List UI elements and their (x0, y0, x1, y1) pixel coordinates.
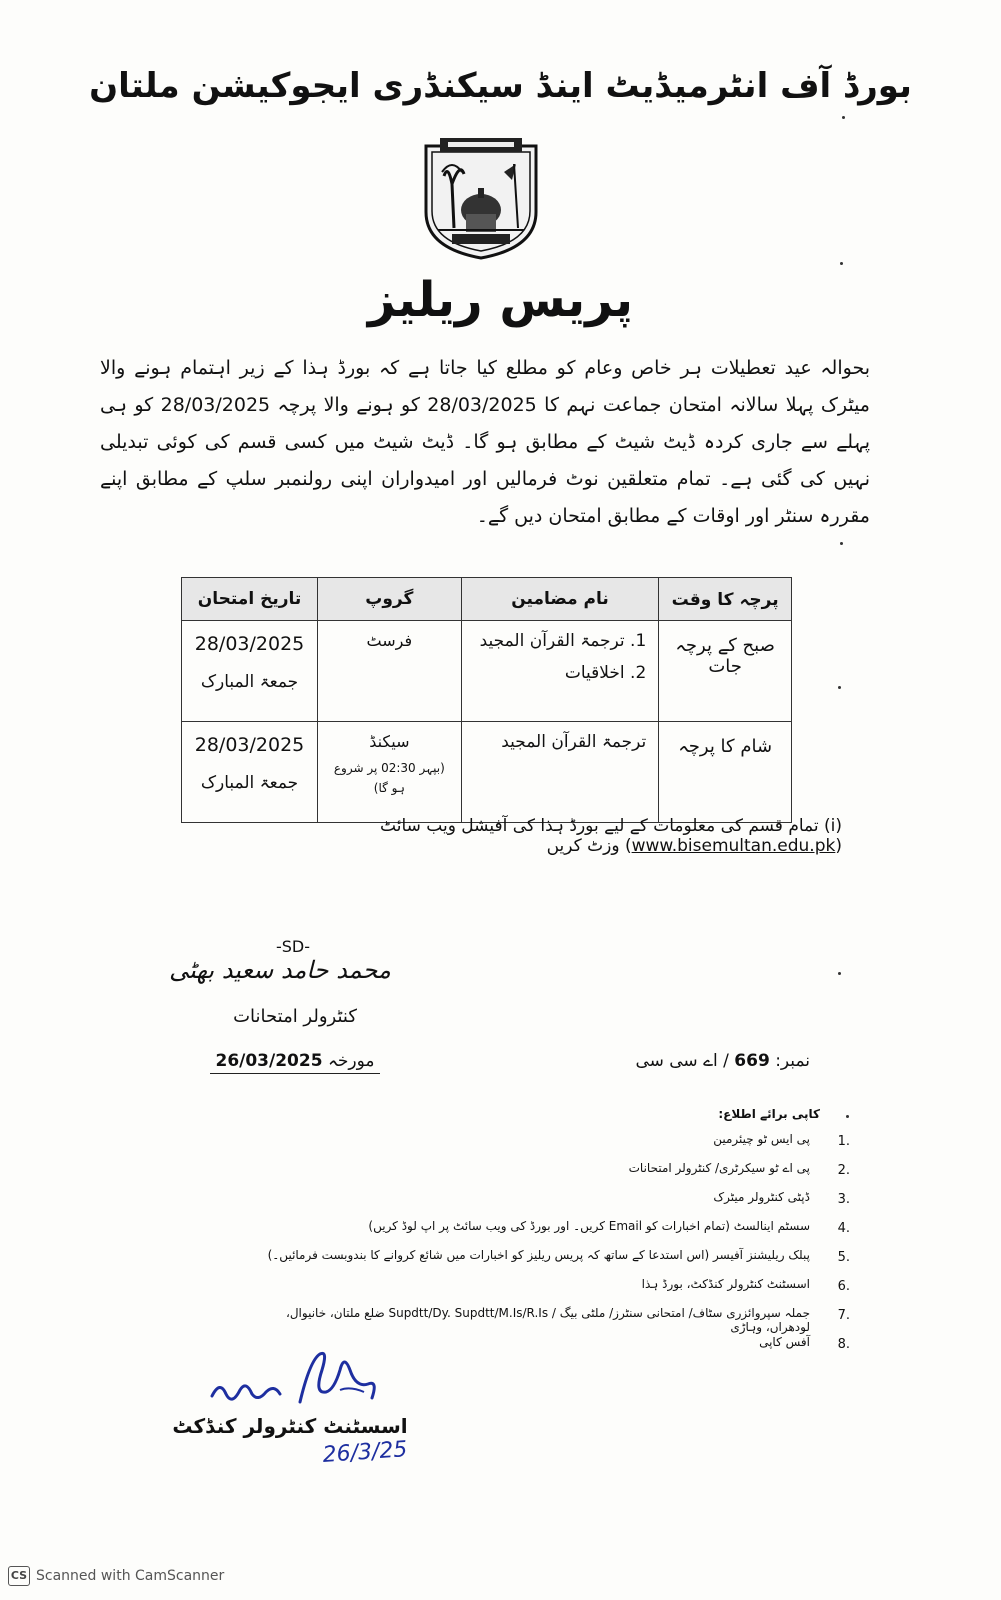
cell-subjects (461, 621, 659, 722)
list-item-number: 7. (837, 1308, 850, 1323)
body-paragraph: بحوالہ عید تعطیلات ہر خاص وعام کو مطلع کیا جاتا ہے کہ بورڈ ہذا کے زیر اہتمام ہونے والا میٹرک پہلا سالانہ امتحان جماعت نہم کا 28/03/2025 کو ہونے والا پرچہ 28/03/2025 کو ہی پہلے سے جاری کردہ ڈیٹ شیٹ کے مطابق ہو گا۔ ڈیٹ شیٹ میں کسی قسم کی کوئی تبدیلی نہیں کی گئی ہے۔ تمام متعلقین نوٹ فرمالیں اور امیدواران اپنی رولنمبر سلپ کے مطابق اپنے مقررہ سنٹر اور اوقات کے مطابق امتحان دیں گے۔ (100, 357, 870, 527)
assistant-controller-title: اسسٹنٹ کنٹرولر کنڈکٹ (172, 1414, 408, 1438)
list-item-text: اسسٹنٹ کنٹرولر کنڈکٹ، بورڈ ہذا (641, 1277, 810, 1291)
board-logo-seal (418, 132, 544, 260)
cell-paper-time: شام کا پرچہ (659, 722, 792, 823)
exam-date-value: 28/03/2025 (194, 734, 305, 756)
table-row (182, 722, 792, 823)
list-item-number: 5. (837, 1250, 850, 1265)
exam-day-value: جمعۃ المبارک (200, 773, 299, 793)
copy-to-list (250, 1130, 850, 1362)
list-item (250, 1130, 850, 1159)
reference-value: 669 (734, 1051, 770, 1071)
list-item (250, 1275, 850, 1304)
subject-item: 2. اخلاقیات (564, 663, 647, 683)
table-header-row (182, 578, 792, 621)
note-suffix: ) وزٹ کریں (546, 836, 632, 856)
dated-value: 26/03/2025 (215, 1051, 323, 1071)
handwritten-signature (200, 1340, 400, 1420)
table-row (182, 621, 792, 722)
exam-day-value: جمعۃ المبارک (200, 672, 299, 692)
list-item-text: سسٹم اینالسٹ (تمام اخبارات کو Email کریں۔ اور بورڈ کی ویب سائٹ پر اپ لوڈ کریں) (368, 1219, 810, 1233)
list-item-number: 4. (837, 1221, 850, 1236)
scan-speck (838, 972, 841, 975)
list-item (250, 1188, 850, 1217)
note-prefix: (i) تمام قسم کی معلومات کے لیے بورڈ ہذا کی آفیشل ویب سائٹ ( (380, 816, 842, 856)
header-group: گروپ (318, 578, 462, 621)
scan-speck (840, 262, 843, 265)
subject-item: 1. ترجمۃ القرآن المجید (479, 631, 647, 651)
reference-label: نمبر: (775, 1051, 810, 1071)
subject-item: ترجمۃ القرآن المجید (501, 732, 647, 752)
camscanner-footer: Scanned with CamScanner (36, 1568, 225, 1584)
cell-paper-time: صبح کے پرچہ جات (659, 621, 792, 722)
press-release-body (100, 350, 870, 535)
header-paper-time: پرچہ کا وقت (659, 578, 792, 621)
list-item (250, 1304, 850, 1333)
list-item-number: 2. (837, 1163, 850, 1178)
dated-line (210, 1050, 380, 1074)
list-item-text: پی اے ٹو سیکرٹری/ کنٹرولر امتحانات (628, 1161, 810, 1175)
exam-schedule-table (181, 577, 792, 823)
copy-to-heading: کاپی برائے اطلاع: (718, 1107, 820, 1121)
cell-exam-date (182, 722, 318, 823)
cell-subjects (461, 722, 659, 823)
controller-title: کنٹرولر امتحانات (233, 1006, 357, 1027)
scan-speck (842, 116, 845, 119)
list-item-number: 8. (837, 1337, 850, 1352)
board-website-link[interactable]: www.bisemultan.edu.pk (631, 836, 836, 856)
header-exam-date: تاریخ امتحان (182, 578, 318, 621)
board-name-heading: بورڈ آف انٹرمیڈیٹ اینڈ سیکنڈری ایجوکیشن ملتان (89, 66, 912, 106)
list-item-text: جملہ سپروائزری سٹاف/ امتحانی سنٹرز/ ملٹی بیگ / Supdtt/Dy. Supdtt/M.Is/R.Is ضلع ملتان، خانیوال، لودھراں، وہاڑی (285, 1306, 810, 1334)
cell-group (318, 722, 462, 823)
list-item (250, 1246, 850, 1275)
list-item-number: 1. (837, 1134, 850, 1149)
list-item-text: ڈپٹی کنٹرولر میٹرک (713, 1190, 810, 1204)
group-name: سیکنڈ (369, 732, 410, 751)
list-item-text: آفس کاپی (759, 1335, 810, 1349)
list-item (250, 1159, 850, 1188)
website-note (180, 815, 842, 856)
reference-suffix: / اے سی سی (635, 1051, 729, 1071)
list-item (250, 1217, 850, 1246)
dated-label: مورخہ (327, 1051, 375, 1071)
cell-group (318, 621, 462, 722)
scan-speck (846, 1115, 849, 1118)
handwritten-date: 26/3/25 (321, 1437, 409, 1468)
document-title: پریس ریلیز (367, 272, 634, 328)
exam-date-value: 28/03/2025 (194, 633, 305, 655)
reference-number (620, 1050, 810, 1071)
group-start-note: (بپہر 02:30 پر شروع ہو گا) (333, 761, 445, 795)
camscanner-badge: CS (8, 1566, 30, 1586)
controller-name: محمد حامد سعید بھٹی (169, 956, 391, 984)
group-name: فرسٹ (366, 631, 413, 650)
list-item-number: 3. (837, 1192, 850, 1207)
sd-mark: -SD- (275, 937, 311, 956)
header-subjects: نام مضامین (461, 578, 659, 621)
scan-speck (840, 542, 843, 545)
list-item-number: 6. (837, 1279, 850, 1294)
list-item-text: پبلک ریلیشنز آفیسر (اس استدعا کے ساتھ کہ پریس ریلیز کو اخبارات میں شائع کروانے کا بندوبست فرمائیں۔) (267, 1248, 810, 1262)
list-item-text: پی ایس ٹو چیئرمین (713, 1132, 810, 1146)
cell-exam-date (182, 621, 318, 722)
scan-speck (838, 686, 841, 689)
